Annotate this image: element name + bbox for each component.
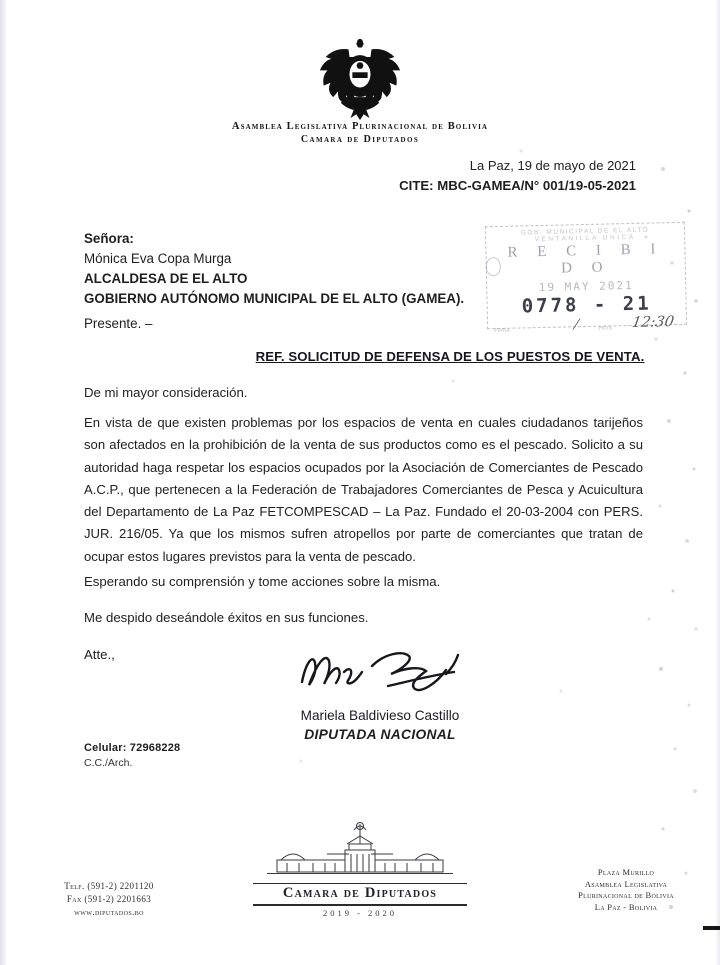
presente-line: Presente. – [84, 316, 153, 331]
handwritten-signature [288, 628, 488, 708]
recipient-name: Mónica Eva Copa Murga [84, 251, 232, 266]
stamp-register-number: 0778 - 21 [521, 292, 652, 318]
footer-address-line4: La Paz - Bolivia [594, 901, 658, 912]
bolivia-coat-of-arms-icon [312, 36, 408, 120]
dateline-block [399, 158, 636, 193]
footer-chamber-name: Camara de Diputados [253, 883, 467, 906]
scan-corner-mark [703, 926, 720, 930]
signer-name: Mariela Baldivieso Castillo [300, 708, 460, 723]
footer-address-block [560, 867, 692, 913]
cc-archive-note: C.C./Arch. [84, 757, 133, 769]
stamp-org-line: GOB. MUNICIPAL DE EL ALTO [520, 226, 650, 237]
scan-noise [0, 0, 2, 2]
body-paragraph-2: Esperando su comprensión y tome acciones sobre la misma. [84, 574, 441, 589]
stamp-office-line: VENTANILLA UNICA [534, 233, 636, 244]
reception-stamp [485, 222, 687, 335]
contact-phone: Celular: 72968228 [84, 742, 181, 754]
legislative-palace-icon [257, 820, 463, 878]
place-and-date: La Paz, 19 de mayo de 2021 [469, 158, 636, 173]
greeting-line: De mi mayor consideración. [84, 385, 248, 400]
footer-address-line3: Plurinacional de Bolivia [578, 890, 674, 900]
body-paragraph-1: En vista de que existen problemas por los espacios de venta en cuales ciudadanos tarijeños son afectados en la prohibición de la venta de sus productos como es el pescado. Solicito a su autoridad haga respetar los espacios ocupados por la Asociación de Comerciantes de Pescado A.C.P., que pertenecen a la Federación de Trabajadores Comerciantes de Pesca y Acuicultura del Departamento de La Paz FETCOMPESCAD – La Paz. Fundado el 20-03-2004 con PERS. JUR. 216/05. Ya que los mismos sufren atropellos por parte de comerciantes que tratan de ocupar estos lugares previstos para la venta de pescado. [84, 415, 643, 564]
stamp-firma-label: Firma [494, 327, 510, 335]
footer-legislature-period: 2019 - 2020 [322, 908, 398, 918]
stamp-signature-mark: / [572, 317, 580, 333]
closing-line: Atte., [84, 647, 115, 662]
footer-address-line2: Asamblea Legislativa [584, 878, 668, 889]
stamp-date: 19 MAY 2021 [538, 278, 634, 295]
signer-block [250, 708, 510, 742]
signer-title: DIPUTADA NACIONAL [304, 727, 456, 742]
stamp-handwritten-time: 12:30 [631, 313, 676, 331]
org-name-line1: Asamblea Legislativa Plurinacional de Bolivia [231, 121, 489, 132]
body-paragraph-3: Me despido deseándole éxitos en sus funciones. [84, 610, 369, 625]
recipient-salutation: Señora: [84, 231, 134, 246]
footer-fax: Fax (591-2) 2201663 [66, 894, 152, 904]
reference-line: REF. SOLICITUD DE DEFENSA DE LOS PUESTOS DE VENTA. [255, 349, 645, 364]
recipient-block [84, 229, 464, 309]
footer-logo-block [253, 820, 467, 918]
recipient-title: ALCALDESA DE EL ALTO [84, 271, 248, 286]
org-name-line2: Camara de Diputados [300, 134, 420, 145]
footer-contact-block [36, 880, 182, 919]
recipient-institution: GOBIERNO AUTÓNOMO MUNICIPAL DE EL ALTO (GAMEA). [84, 291, 465, 306]
stamp-received-text: R E C I B I D O [507, 241, 664, 277]
stamp-hora-label: Hora [598, 325, 612, 332]
footer-phone: Telf. (591-2) 2201120 [64, 881, 154, 891]
footer-website: www.diputados.bo [74, 907, 144, 917]
cite-number: CITE: MBC-GAMEA/N° 001/19-05-2021 [399, 178, 636, 193]
footer-address-line1: Plaza Murillo [597, 867, 655, 877]
